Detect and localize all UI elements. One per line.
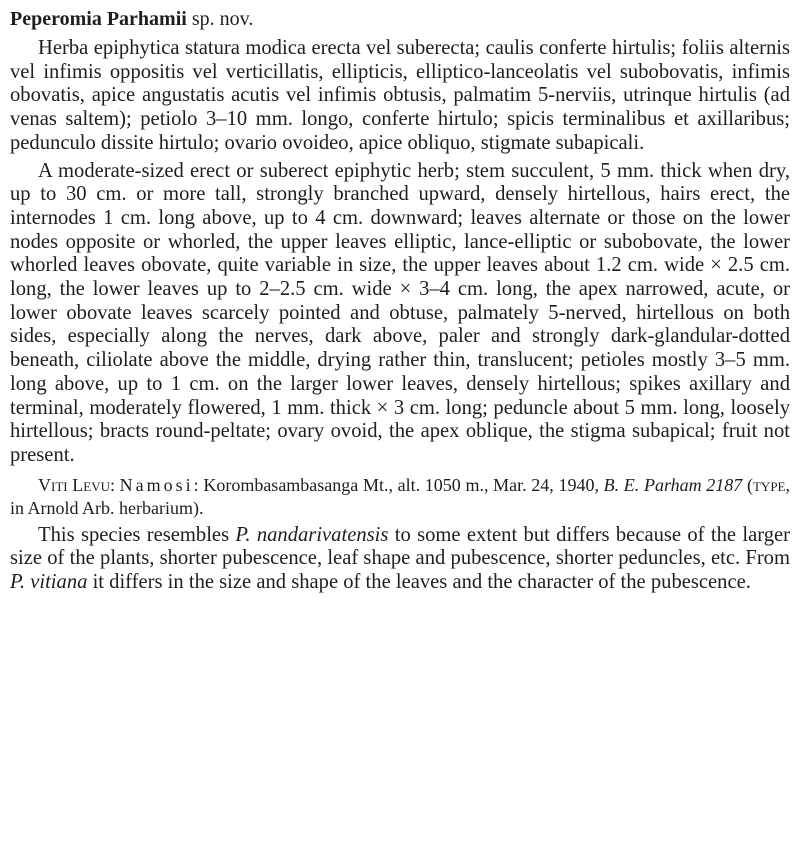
species-status: sp. nov. (191, 8, 254, 30)
type-rest: , in Arnold Arb. herbarium). (10, 474, 790, 518)
species-heading (10, 6, 790, 32)
latin-description: Herba epiphytica statura modica erecta vel suberecta; caulis conferte hirtulis; foliis alternis vel infimis oppositis vel verticillatis, ellipticis, elliptico-lanceolatis vel subobovatis, infimis obovatis, apice angustatis acutis vel infimis obtusis, palmatim 5-nerviis, utrinque hirtulis (ad venas saltem); petiolo 3–10 mm. longo, conferte hirtulo; spicis terminalibus et axillaribus; pedunculo dissite hirtulo; ovario ovoideo, apice obliquo, stigmate subapicali. (10, 37, 790, 154)
type-open: ( (746, 474, 753, 495)
type-word: type (752, 474, 786, 495)
english-description: A moderate-sized erect or suberect epiphytic herb; stem succulent, 5 mm. thick when dry, up to 30 cm. or more tall, strongly branched upward, densely hirtellous, hairs erect, the internodes 1 cm. long above, up to 4 cm. downward; leaves alternate or those on the lower nodes opposite or whorled, the upper leaves elliptic, lance-elliptic or subobovate, the lower whorled leaves obovate, quite variable in size, the upper leaves about 1.2 cm. wide × 2.5 cm. long, the lower leaves up to 2–2.5 cm. wide × 3–4 cm. long, the apex narrowed, acute, or lower obovate leaves scarcely pointed and obtuse, palmately 5-nerved, hirtellous on both sides, especially along the nerves, dark above, paler and strongly dark-glandular-dotted beneath, ciliolate above the middle, drying rather thin, translucent; petioles mostly 3–5 mm. long above, up to 1 cm. on the larger lower leaves, densely hirtellous; spikes axillary and terminal, moderately flowered, 1 mm. thick × 3 cm. long; peduncle about 5 mm. long, loosely hirtellous; bracts round-peltate; ovary ovoid, the apex oblique, the stigma subapical; fruit not present. (10, 159, 790, 466)
specimen-citation (10, 474, 790, 520)
compared-species-2: P. vitiana (10, 571, 88, 594)
collector: B. E. Parham 2187 (603, 474, 743, 495)
species-name: Peperomia Parhamii (10, 8, 187, 30)
district-separator: : (193, 474, 204, 495)
document-page (10, 6, 790, 595)
island-name: Viti Levu (38, 474, 110, 495)
comparison-paragraph (10, 524, 790, 595)
island-separator: : (109, 474, 120, 495)
comparison-text-1: This species resembles (38, 523, 236, 546)
comparison-text-3: it differs in the size and shape of the leaves and the character of the pubescence. (87, 571, 751, 594)
district-name: Namosi (119, 474, 194, 495)
comparison-text-2: to some extent but differs because of the larger size of the plants, shorter pubescence, leaf shape and pubescence, shorter peduncles, etc. From (10, 523, 790, 570)
locality-text: Korombasambasanga Mt., alt. 1050 m., Mar. 24, 1940, (203, 474, 599, 495)
compared-species-1: P. nandarivatensis (235, 523, 389, 546)
